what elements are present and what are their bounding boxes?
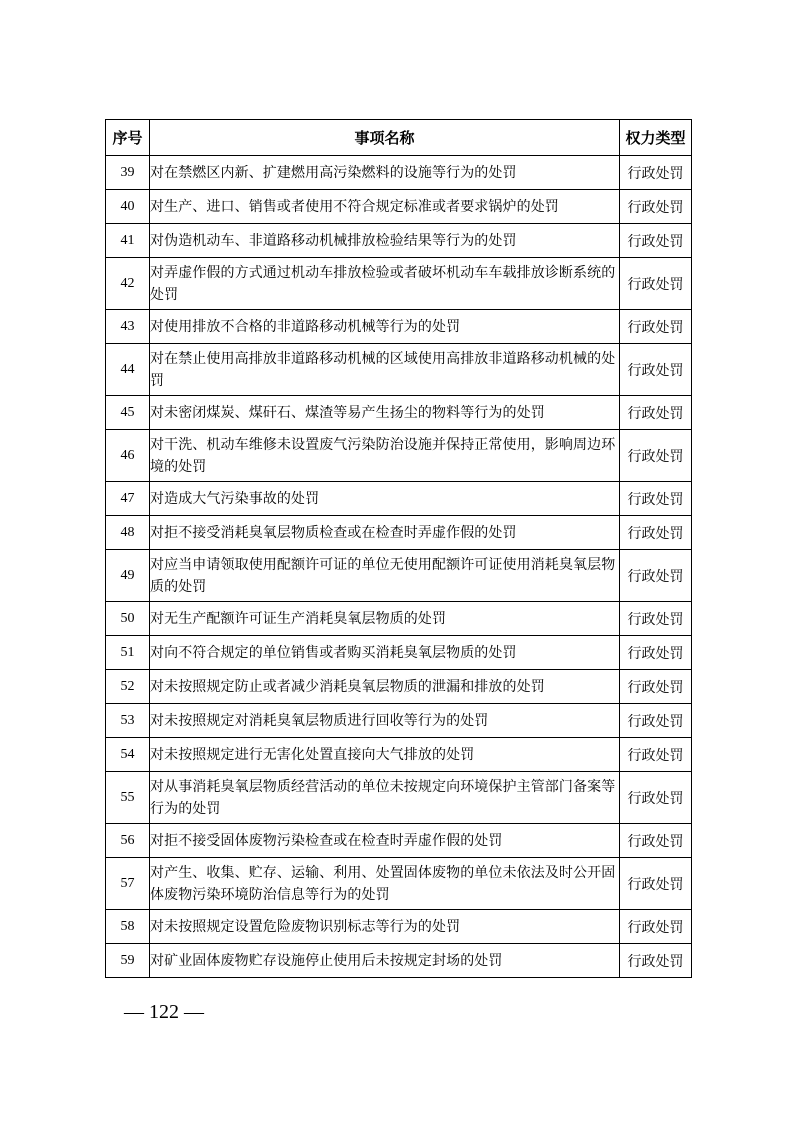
row-type: 行政处罚 bbox=[620, 344, 692, 396]
table-row bbox=[106, 190, 692, 224]
table-row bbox=[106, 156, 692, 190]
row-name: 对造成大气污染事故的处罚 bbox=[150, 482, 620, 516]
row-type: 行政处罚 bbox=[620, 430, 692, 482]
row-no: 41 bbox=[106, 224, 150, 258]
row-no: 58 bbox=[106, 910, 150, 944]
row-type: 行政处罚 bbox=[620, 602, 692, 636]
row-name: 对干洗、机动车维修未设置废气污染防治设施并保持正常使用，影响周边环境的处罚 bbox=[150, 430, 620, 482]
row-name: 对未按照规定设置危险废物识别标志等行为的处罚 bbox=[150, 910, 620, 944]
row-no: 43 bbox=[106, 310, 150, 344]
table-row bbox=[106, 258, 692, 310]
table-row bbox=[106, 910, 692, 944]
table-row bbox=[106, 550, 692, 602]
row-no: 50 bbox=[106, 602, 150, 636]
table-row bbox=[106, 602, 692, 636]
header-type: 权力类型 bbox=[620, 120, 692, 156]
row-no: 59 bbox=[106, 944, 150, 978]
row-type: 行政处罚 bbox=[620, 156, 692, 190]
row-type: 行政处罚 bbox=[620, 310, 692, 344]
row-type: 行政处罚 bbox=[620, 224, 692, 258]
table-row bbox=[106, 772, 692, 824]
row-no: 54 bbox=[106, 738, 150, 772]
table-row bbox=[106, 430, 692, 482]
row-no: 39 bbox=[106, 156, 150, 190]
table-row bbox=[106, 738, 692, 772]
row-type: 行政处罚 bbox=[620, 258, 692, 310]
table-row bbox=[106, 636, 692, 670]
row-name: 对无生产配额许可证生产消耗臭氧层物质的处罚 bbox=[150, 602, 620, 636]
row-type: 行政处罚 bbox=[620, 944, 692, 978]
page-number: — 122 — bbox=[124, 1001, 204, 1023]
row-type: 行政处罚 bbox=[620, 670, 692, 704]
row-no: 52 bbox=[106, 670, 150, 704]
row-name: 对生产、进口、销售或者使用不符合规定标准或者要求锅炉的处罚 bbox=[150, 190, 620, 224]
row-name: 对未按照规定对消耗臭氧层物质进行回收等行为的处罚 bbox=[150, 704, 620, 738]
row-type: 行政处罚 bbox=[620, 516, 692, 550]
row-name: 对产生、收集、贮存、运输、利用、处置固体废物的单位未依法及时公开固体废物污染环境防治信息等行为的处罚 bbox=[150, 858, 620, 910]
row-type: 行政处罚 bbox=[620, 824, 692, 858]
row-name: 对矿业固体废物贮存设施停止使用后未按规定封场的处罚 bbox=[150, 944, 620, 978]
row-no: 47 bbox=[106, 482, 150, 516]
row-type: 行政处罚 bbox=[620, 482, 692, 516]
table-row bbox=[106, 310, 692, 344]
row-no: 42 bbox=[106, 258, 150, 310]
row-type: 行政处罚 bbox=[620, 550, 692, 602]
row-no: 51 bbox=[106, 636, 150, 670]
row-no: 49 bbox=[106, 550, 150, 602]
row-no: 56 bbox=[106, 824, 150, 858]
row-no: 45 bbox=[106, 396, 150, 430]
table-row bbox=[106, 944, 692, 978]
row-type: 行政处罚 bbox=[620, 772, 692, 824]
row-name: 对未按照规定防止或者减少消耗臭氧层物质的泄漏和排放的处罚 bbox=[150, 670, 620, 704]
row-name: 对应当申请领取使用配额许可证的单位无使用配额许可证使用消耗臭氧层物质的处罚 bbox=[150, 550, 620, 602]
row-type: 行政处罚 bbox=[620, 636, 692, 670]
table-row bbox=[106, 670, 692, 704]
header-no: 序号 bbox=[106, 120, 150, 156]
row-name: 对拒不接受消耗臭氧层物质检查或在检查时弄虚作假的处罚 bbox=[150, 516, 620, 550]
header-name: 事项名称 bbox=[150, 120, 620, 156]
table-row bbox=[106, 482, 692, 516]
item-table bbox=[105, 119, 692, 978]
row-type: 行政处罚 bbox=[620, 396, 692, 430]
table-row bbox=[106, 824, 692, 858]
row-no: 46 bbox=[106, 430, 150, 482]
row-no: 48 bbox=[106, 516, 150, 550]
row-no: 57 bbox=[106, 858, 150, 910]
row-name: 对伪造机动车、非道路移动机械排放检验结果等行为的处罚 bbox=[150, 224, 620, 258]
row-type: 行政处罚 bbox=[620, 910, 692, 944]
table-row bbox=[106, 224, 692, 258]
table-header-row bbox=[106, 120, 692, 156]
row-name: 对未密闭煤炭、煤矸石、煤渣等易产生扬尘的物料等行为的处罚 bbox=[150, 396, 620, 430]
row-type: 行政处罚 bbox=[620, 704, 692, 738]
row-type: 行政处罚 bbox=[620, 858, 692, 910]
table-row bbox=[106, 344, 692, 396]
table-row bbox=[106, 858, 692, 910]
row-name: 对在禁燃区内新、扩建燃用高污染燃料的设施等行为的处罚 bbox=[150, 156, 620, 190]
row-name: 对向不符合规定的单位销售或者购买消耗臭氧层物质的处罚 bbox=[150, 636, 620, 670]
row-type: 行政处罚 bbox=[620, 738, 692, 772]
row-name: 对从事消耗臭氧层物质经营活动的单位未按规定向环境保护主管部门备案等行为的处罚 bbox=[150, 772, 620, 824]
table-row bbox=[106, 516, 692, 550]
row-name: 对使用排放不合格的非道路移动机械等行为的处罚 bbox=[150, 310, 620, 344]
row-no: 40 bbox=[106, 190, 150, 224]
table-row bbox=[106, 396, 692, 430]
row-name: 对未按照规定进行无害化处置直接向大气排放的处罚 bbox=[150, 738, 620, 772]
row-no: 55 bbox=[106, 772, 150, 824]
row-no: 53 bbox=[106, 704, 150, 738]
row-no: 44 bbox=[106, 344, 150, 396]
row-name: 对在禁止使用高排放非道路移动机械的区域使用高排放非道路移动机械的处罚 bbox=[150, 344, 620, 396]
table-row bbox=[106, 704, 692, 738]
row-name: 对弄虚作假的方式通过机动车排放检验或者破坏机动车车载排放诊断系统的处罚 bbox=[150, 258, 620, 310]
row-type: 行政处罚 bbox=[620, 190, 692, 224]
row-name: 对拒不接受固体废物污染检查或在检查时弄虚作假的处罚 bbox=[150, 824, 620, 858]
